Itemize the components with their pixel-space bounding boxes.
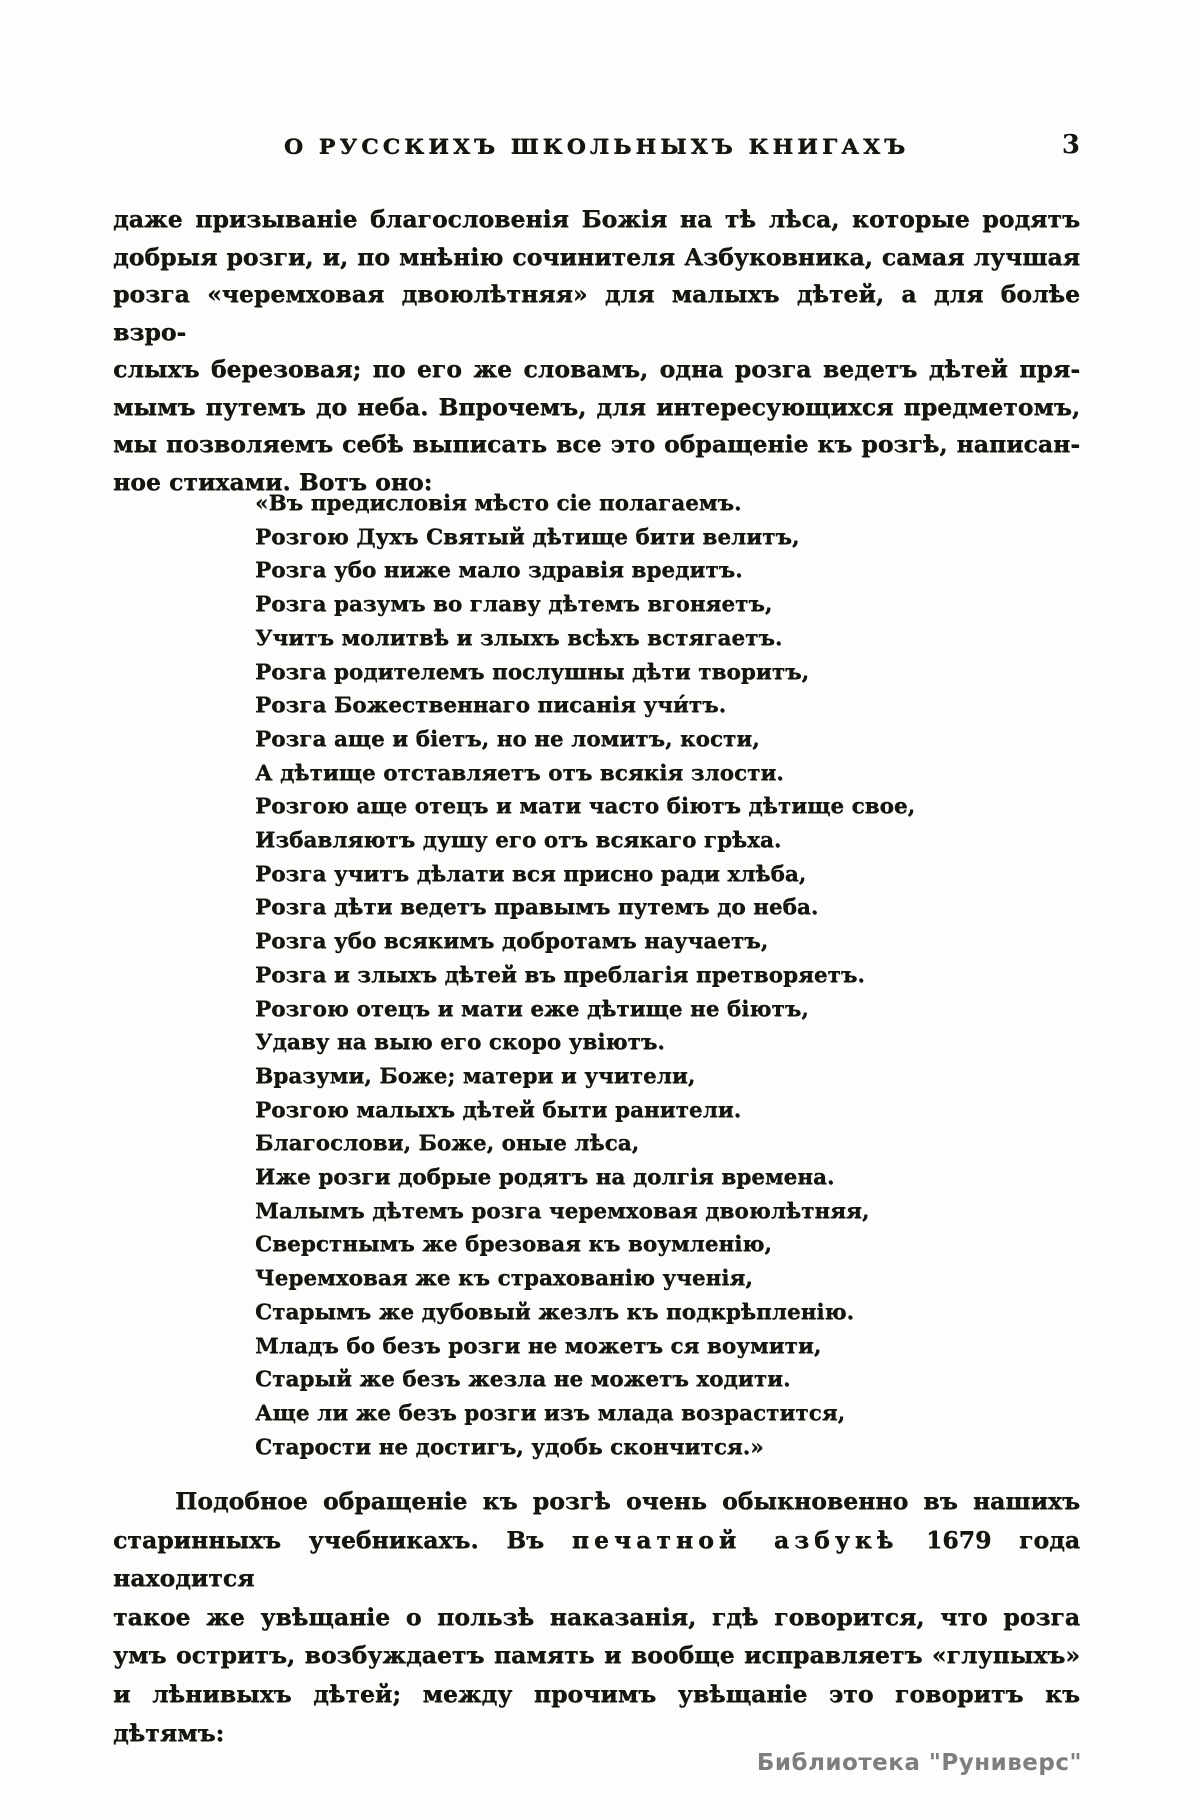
poem-line: Учитъ молитвѣ и злыхъ всѣхъ встягаетъ. xyxy=(255,625,783,651)
text-line: мымъ путемъ до неба. Впрочемъ, для интересующихся предметомъ, xyxy=(113,392,1080,421)
text-line: такое же увѣщаніе о пользѣ наказанія, гдѣ говорится, что розга xyxy=(113,1602,1080,1631)
poem-line: Розга Божественнаго писанія учи́тъ. xyxy=(255,693,727,719)
poem-line: Розга родителемъ послушны дѣти творитъ, xyxy=(255,659,810,685)
poem-line: Розга аще и біетъ, но не ломитъ, кости, xyxy=(255,726,760,752)
poem-line: Старымъ же дубовый жезлъ къ подкрѣпленію. xyxy=(255,1299,855,1325)
text-line: мы позволяемъ себѣ выписать все это обращеніе къ розгѣ, написан- xyxy=(113,430,1080,458)
poem-line: Розга и злыхъ дѣтей въ преблагія претворяетъ. xyxy=(255,962,865,988)
text-line xyxy=(113,1521,1080,1598)
text-line: Подобное обращеніе къ розгѣ очень обыкновенно въ нашихъ xyxy=(175,1487,1080,1515)
text-segment: 1679 года находится xyxy=(113,1525,1080,1593)
poem-line: Розга убо всякимъ добротамъ научаетъ, xyxy=(255,929,769,955)
poem-line: Черемховая же къ страхованію ученія, xyxy=(255,1266,753,1292)
text-line: даже призываніе благословенія Божія на тѣ лѣса, которые родятъ xyxy=(113,205,1080,233)
text-line: добрыя розги, и, по мнѣнію сочинителя Азбуковника, самая лучшая xyxy=(113,242,1080,271)
poem-line: Иже розги добрые родятъ на долгія времена. xyxy=(255,1165,835,1191)
poem-line: А дѣтище отставляетъ отъ всякія злости. xyxy=(255,760,784,786)
poem-line: Розга убо ниже мало здравія вредитъ. xyxy=(255,558,743,584)
verse-block xyxy=(255,487,1015,1464)
poem-line: Розга учитъ дѣлати вся присно ради хлѣба, xyxy=(255,861,807,887)
poem-line: Удаву на выю его скоро увіютъ. xyxy=(255,1030,665,1056)
emphasized-segment: печатной азбукѣ xyxy=(571,1525,899,1554)
text-segment: старинныхъ учебникахъ. Въ xyxy=(113,1525,572,1554)
text-line: умъ остритъ, возбуждаетъ память и вообще исправляетъ «глупыхъ» xyxy=(113,1641,1080,1670)
text-line: и лѣнивыхъ дѣтей; между прочимъ увѣщаніе это говоритъ къ дѣтямъ: xyxy=(113,1679,1080,1747)
poem-line: Младъ бо безъ розги не можетъ ся воумити, xyxy=(255,1333,822,1359)
text-line: слыхъ березовая; по его же словамъ, одна розга ведетъ дѣтей пря- xyxy=(113,355,1080,383)
poem-line: Розга разумъ во главу дѣтемъ вгоняетъ, xyxy=(255,592,773,618)
poem-line: Розгою отецъ и мати еже дѣтище не біютъ, xyxy=(255,996,809,1022)
poem-line: Розгою малыхъ дѣтей быти ранители. xyxy=(255,1097,742,1123)
poem-line: Сверстнымъ же брезовая къ воумленію, xyxy=(255,1232,772,1258)
page-header xyxy=(113,130,1080,166)
closing-paragraph xyxy=(113,1482,1080,1752)
poem-line: Аще ли же безъ розги изъ млада возрастится, xyxy=(255,1400,846,1426)
running-title: О РУССКИХЪ ШКОЛЬНЫХЪ КНИГАХЪ xyxy=(283,135,910,159)
poem-line: Розгою аще отецъ и мати часто біютъ дѣтище свое, xyxy=(255,794,916,820)
text-line: розга «черемховая двоюлѣтняя» для малыхъ дѣтей, а для болѣе взро- xyxy=(113,280,1080,346)
poem-line: Малымъ дѣтемъ розга черемховая двоюлѣтняя, xyxy=(255,1198,870,1224)
text-line: ное стихами. Вотъ оно: xyxy=(113,467,433,496)
poem-line: Благослови, Боже, оные лѣса, xyxy=(255,1131,640,1157)
poem-line: Вразуми, Боже; матери и учители, xyxy=(255,1063,696,1089)
poem-line: Розгою Духъ Святый дѣтище бити велитъ, xyxy=(255,524,800,550)
poem-line: Старости не достигъ, удобь скончится.» xyxy=(255,1434,764,1460)
poem-line: Розга дѣти ведетъ правымъ путемъ до неба. xyxy=(255,895,819,921)
poem-line: «Въ предисловія мѣсто сіе полагаемъ. xyxy=(255,491,742,516)
poem-line: Избавляютъ душу его отъ всякаго грѣха. xyxy=(255,828,782,854)
library-watermark: Библиотека "Руниверс" xyxy=(756,1750,1082,1776)
intro-paragraph xyxy=(113,201,1080,501)
page-number: 3 xyxy=(1061,130,1080,160)
poem-line: Старый же безъ жезла не можетъ ходити. xyxy=(255,1367,791,1393)
